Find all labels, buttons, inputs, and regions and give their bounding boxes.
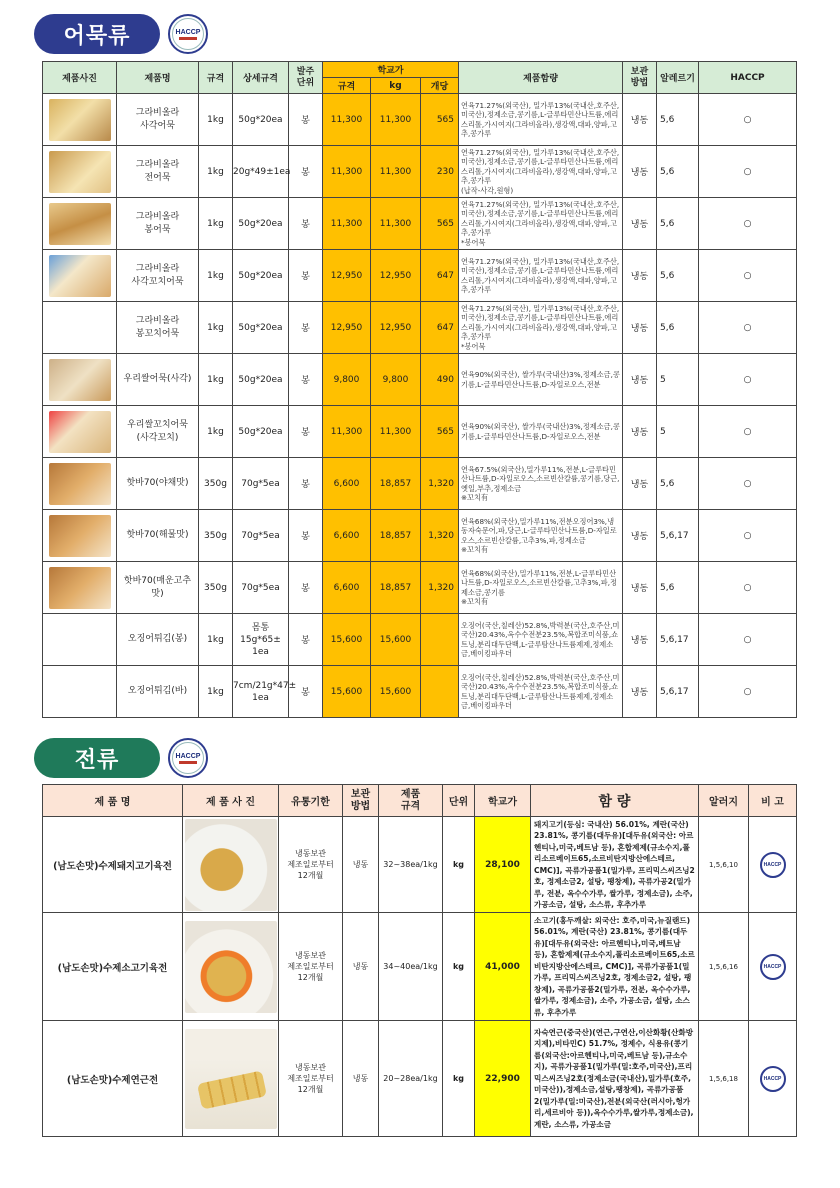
price-spec: 11,300: [323, 406, 371, 458]
photo-cell: [43, 250, 117, 302]
product-name: 그라비올라 전어묵: [117, 146, 199, 198]
product-name: 그라비올라 봉어묵: [117, 198, 199, 250]
unit: kg: [443, 1021, 475, 1137]
price-spec: 6,600: [323, 562, 371, 614]
storage-method: 냉동: [623, 94, 657, 146]
product-detail-spec: 50g*20ea: [233, 406, 289, 458]
table-row: [43, 198, 797, 250]
allergy: 5: [657, 354, 699, 406]
allergy: 5,6: [657, 250, 699, 302]
product-photo: [185, 921, 277, 1013]
price-each: 490: [421, 354, 459, 406]
note-cell: [749, 817, 797, 913]
school-price: 41,000: [475, 913, 531, 1021]
photo-cell: [43, 302, 117, 354]
allergy: 5,6: [657, 198, 699, 250]
product-photo: [185, 819, 277, 911]
table-row: [43, 562, 797, 614]
table-row: [43, 302, 797, 354]
school-price: 22,900: [475, 1021, 531, 1137]
price-kg: 18,857: [371, 510, 421, 562]
allergy: 5: [657, 406, 699, 458]
table-row: [43, 913, 797, 1021]
jeon-table: [42, 784, 797, 1137]
product-name: 오징어튀김(봉): [117, 614, 199, 666]
ingredients: 연육68%(외국산),밀가루11%,전분,L-글루타민산나트륨,D-자일로오스,소르빈산칼륨,고추3%,파,정제소금,콩기름 ※꼬치有: [459, 562, 623, 614]
header-price-spec: 규격: [323, 78, 371, 94]
photo-cell: [183, 1021, 279, 1137]
storage-method: 냉동: [623, 614, 657, 666]
header-jeon-price: 학교가: [475, 785, 531, 817]
haccp-mark: ○: [699, 510, 797, 562]
ingredients: 연육71.27%(외국산), 밀가루13%(국내산,호주산,미국산),정제소금,콩기름,L-글루타민산나트륨,에리스리톨,가시여지(그라비올라),생강액,대파,양파,고추,콩가루: [459, 250, 623, 302]
price-kg: 9,800: [371, 354, 421, 406]
haccp-mark: ○: [699, 666, 797, 718]
product-name: 그라비올라 사각어묵: [117, 94, 199, 146]
allergy: 5,6: [657, 562, 699, 614]
ingredients: 연육68%(외국산),밀가루11%,전분오징어3%,냉동자숙문어,파,당근,L-글루타민산나트륨,D-자일로오스,소르빈산칼륨,고추3%,파,정제소금 ※꼬치有: [459, 510, 623, 562]
order-unit: 봉: [289, 250, 323, 302]
haccp-mark: ○: [699, 406, 797, 458]
product-photo: [49, 567, 111, 609]
header-jeon-storage: 보관 방법: [343, 785, 379, 817]
photo-cell: [183, 817, 279, 913]
table-row: [43, 94, 797, 146]
haccp-badge-icon: HACCP: [760, 852, 786, 878]
order-unit: 봉: [289, 666, 323, 718]
allergy: 1,5,6,16: [699, 913, 749, 1021]
table-row: [43, 666, 797, 718]
haccp-mark: ○: [699, 198, 797, 250]
product-detail-spec: 70g*5ea: [233, 510, 289, 562]
product-name: 우리쌀어묵(사각): [117, 354, 199, 406]
product-spec: 1kg: [199, 302, 233, 354]
unit: kg: [443, 913, 475, 1021]
product-photo: [49, 203, 111, 245]
product-detail-spec: 50g*20ea: [233, 354, 289, 406]
header-jeon-allergy: 알러지: [699, 785, 749, 817]
photo-cell: [43, 94, 117, 146]
product-detail-spec: 70g*5ea: [233, 458, 289, 510]
price-kg: 15,600: [371, 666, 421, 718]
header-allergy: 알레르기: [657, 62, 699, 94]
haccp-mark: ○: [699, 562, 797, 614]
header-detail-spec: 상세규격: [233, 62, 289, 94]
header-order-unit: 발주 단위: [289, 62, 323, 94]
storage-method: 냉동: [623, 666, 657, 718]
allergy: 5,6: [657, 146, 699, 198]
price-kg: 11,300: [371, 94, 421, 146]
price-spec: 11,300: [323, 94, 371, 146]
price-spec: 11,300: [323, 198, 371, 250]
price-each: 230: [421, 146, 459, 198]
haccp-mark: ○: [699, 94, 797, 146]
price-each: 647: [421, 302, 459, 354]
product-spec: 1kg: [199, 146, 233, 198]
photo-cell: [43, 510, 117, 562]
header-jeon-ingredients: 함 량: [531, 785, 699, 817]
allergy: 5,6: [657, 94, 699, 146]
price-each: 647: [421, 250, 459, 302]
price-kg: 11,300: [371, 198, 421, 250]
photo-cell: [43, 198, 117, 250]
storage-method: 냉동: [623, 354, 657, 406]
order-unit: 봉: [289, 94, 323, 146]
header-jeon-expiry: 유통기한: [279, 785, 343, 817]
order-unit: 봉: [289, 458, 323, 510]
storage-method: 냉동: [343, 1021, 379, 1137]
price-spec: 9,800: [323, 354, 371, 406]
ingredients: 오징어(국산,칠레산)52.8%,박력분(국산,호주산,미국산)20.43%,옥수수전분23.5%,복합조미식품,쇼트닝,분리대두단백,L-글루탐산나트륨제제,정제소금,베이킹파우더: [459, 614, 623, 666]
ingredients: 연육71.27%(외국산), 밀가루13%(국내산,호주산,미국산),정제소금,콩기름,L-글루타민산나트륨,에리스리톨,가시여지(그라비올라),생강액,대파,양파,고추,콩가루 *봉어묵: [459, 198, 623, 250]
product-detail-spec: 20g*49±1ea: [233, 146, 289, 198]
price-kg: 18,857: [371, 562, 421, 614]
header-haccp: HACCP: [699, 62, 797, 94]
allergy: 1,5,6,18: [699, 1021, 749, 1137]
header-photo: 제품사진: [43, 62, 117, 94]
expiry: 냉동보관 제조일로부터 12개월: [279, 1021, 343, 1137]
header-jeon-note: 비 고: [749, 785, 797, 817]
storage-method: 냉동: [623, 458, 657, 510]
price-each: 565: [421, 406, 459, 458]
product-detail-spec: 50g*20ea: [233, 250, 289, 302]
storage-method: 냉동: [623, 302, 657, 354]
product-name: 핫바70(해물맛): [117, 510, 199, 562]
allergy: 5,6: [657, 458, 699, 510]
table-row: [43, 250, 797, 302]
price-each: 565: [421, 94, 459, 146]
header-jeon-unit: 단위: [443, 785, 475, 817]
haccp-mark: ○: [699, 250, 797, 302]
product-name: (남도손맛)수제연근전: [43, 1021, 183, 1137]
price-spec: 15,600: [323, 666, 371, 718]
product-photo: [49, 411, 111, 453]
header-jeon-spec: 제품 규격: [379, 785, 443, 817]
section-title-fish-cake: 어묵류: [34, 14, 160, 54]
haccp-mark: ○: [699, 614, 797, 666]
product-spec: 1kg: [199, 94, 233, 146]
product-detail-spec: 50g*20ea: [233, 198, 289, 250]
product-detail-spec: 50g*20ea: [233, 302, 289, 354]
header-storage: 보관 방법: [623, 62, 657, 94]
ingredients: 연육67.5%(외국산),밀가루11%,전분,L-글루타민산나트륨,D-자일로오스,소르빈산칼륨,콩기름,당근,옛일,부추,정제소금 ※꼬치有: [459, 458, 623, 510]
header-jeon-photo: 제 품 사 진: [183, 785, 279, 817]
ingredients: 자숙연근(중국산)(연근,구연산,이산화황(산화방지제),비타민C) 51.7%, 정제수, 식용유(콩기름(외국산:아르헨티나,미국,베트남 등),규소수지), 곡류가공품1(밀가루(밀:호주,미국산),프리믹스씨즈닝2호(정제소금(국내산),밀가루(호주,미국산)),정제소금,설탕,팽창제), 곡류가공품2(밀가루(밀:미국산),전분(외국산(러시아,헝가리,세르비아 등)),옥수수가루,쌀가루,정제소금), 계란, 소스류, 가공소금: [531, 1021, 699, 1137]
storage-method: 냉동: [623, 562, 657, 614]
product-photo: [49, 151, 111, 193]
table-row: [43, 1021, 797, 1137]
price-each: [421, 614, 459, 666]
product-spec: 1kg: [199, 250, 233, 302]
product-photo: [49, 515, 111, 557]
price-kg: 12,950: [371, 250, 421, 302]
haccp-mark: ○: [699, 458, 797, 510]
ingredients: 연육71.27%(외국산), 밀가루13%(국내산,호주산,미국산),정제소금,콩기름,L-글루타민산나트륨,에리스리톨,가시여지(그라비올라),생강액,대파,양파,고추,콩가루: [459, 94, 623, 146]
storage-method: 냉동: [343, 913, 379, 1021]
header-name: 제품명: [117, 62, 199, 94]
ingredients: 소고기(홍두깨살: 외국산: 호주,미국,뉴질랜드) 56.01%, 계란(국산) 23.81%, 콩기름(대두유)[대두유(외국산: 아르헨티나,미국,베트남 등), 혼합제제(규소수지,폴리소르베이트65,소르비탄지방산에스테르, CMC)], 곡류가공품1(밀가루, 프리믹스씨즈닝2호, 정제소금2, 설탕, 팽창제), 곡류가공품2(밀가루, 전분, 옥수수가루, 쌀가루, 정제소금), 소주, 가공소금, 설탕, 소스류, 후추가루: [531, 913, 699, 1021]
order-unit: 봉: [289, 562, 323, 614]
table-row: [43, 354, 797, 406]
allergy: 5,6,17: [657, 614, 699, 666]
storage-method: 냉동: [623, 510, 657, 562]
haccp-badge-icon: HACCP: [168, 738, 208, 778]
price-spec: 6,600: [323, 510, 371, 562]
product-spec: 34~40ea/1kg: [379, 913, 443, 1021]
product-name: 우리쌀꼬치어묵 (사각꼬치): [117, 406, 199, 458]
photo-cell: [43, 458, 117, 510]
allergy: 5,6,17: [657, 510, 699, 562]
storage-method: 냉동: [343, 817, 379, 913]
price-kg: 11,300: [371, 146, 421, 198]
product-spec: 1kg: [199, 198, 233, 250]
photo-cell: [43, 614, 117, 666]
ingredients: 연육71.27%(외국산), 밀가루13%(국내산,호주산,미국산),정제소금,콩기름,L-글루타민산나트륨,에리스리톨,가시여지(그라비올라),생강액,대파,양파,고추,콩가루 (납작-사각,원형): [459, 146, 623, 198]
expiry: 냉동보관 제조일로부터 12개월: [279, 913, 343, 1021]
haccp-badge-icon: HACCP: [168, 14, 208, 54]
header-school-price: 학교가: [323, 62, 459, 78]
product-spec: 350g: [199, 562, 233, 614]
expiry: 냉동보관 제조일로부터 12개월: [279, 817, 343, 913]
product-name: (남도손맛)수제돼지고기육전: [43, 817, 183, 913]
haccp-badge-icon: HACCP: [760, 954, 786, 980]
ingredients: 연육90%(외국산), 쌀가루(국내산)3%,정제소금,콩기름,L-글루타민산나트륨,D-자일로오스,전분: [459, 354, 623, 406]
order-unit: 봉: [289, 406, 323, 458]
price-spec: 11,300: [323, 146, 371, 198]
haccp-mark: ○: [699, 354, 797, 406]
table-row: [43, 510, 797, 562]
unit: kg: [443, 817, 475, 913]
header-price-each: 개당: [421, 78, 459, 94]
order-unit: 봉: [289, 354, 323, 406]
product-detail-spec: 50g*20ea: [233, 94, 289, 146]
allergy: 5,6,17: [657, 666, 699, 718]
price-kg: 12,950: [371, 302, 421, 354]
price-each: [421, 666, 459, 718]
storage-method: 냉동: [623, 250, 657, 302]
table-row: [43, 817, 797, 913]
product-spec: 350g: [199, 510, 233, 562]
ingredients: 오징어(국산,칠레산)52.8%,박력분(국산,호주산,미국산)20.43%,옥수수전분23.5%,복합조미식품,쇼트닝,분리대두단백,L-글루탐산나트륨제제,정제소금,베이킹파우더: [459, 666, 623, 718]
price-spec: 12,950: [323, 250, 371, 302]
product-detail-spec: 몸통15g*65± 1ea: [233, 614, 289, 666]
section-title-jeon: 전류: [34, 738, 160, 778]
ingredients: 연육90%(외국산), 쌀가루(국내산)3%,정제소금,콩기름,L-글루타민산나트륨,D-자일로오스,전분: [459, 406, 623, 458]
product-name: 핫바70(매운고추 맛): [117, 562, 199, 614]
price-spec: 6,600: [323, 458, 371, 510]
product-spec: 20~28ea/1kg: [379, 1021, 443, 1137]
photo-cell: [43, 562, 117, 614]
product-photo: [49, 359, 111, 401]
photo-cell: [43, 146, 117, 198]
product-spec: 1kg: [199, 354, 233, 406]
price-each: 1,320: [421, 562, 459, 614]
product-name: 그라비올라 사각꼬치어묵: [117, 250, 199, 302]
product-spec: 32~38ea/1kg: [379, 817, 443, 913]
product-name: (남도손맛)수제소고기육전: [43, 913, 183, 1021]
price-each: 1,320: [421, 458, 459, 510]
haccp-mark: ○: [699, 146, 797, 198]
photo-cell: [183, 913, 279, 1021]
price-spec: 12,950: [323, 302, 371, 354]
product-spec: 1kg: [199, 614, 233, 666]
note-cell: [749, 1021, 797, 1137]
product-name: 그라비올라 봉꼬치어묵: [117, 302, 199, 354]
price-kg: 15,600: [371, 614, 421, 666]
order-unit: 봉: [289, 302, 323, 354]
product-photo: [185, 1029, 277, 1129]
header-spec: 규격: [199, 62, 233, 94]
product-photo: [49, 463, 111, 505]
note-cell: [749, 913, 797, 1021]
header-ingredients: 제품함량: [459, 62, 623, 94]
fish-cake-table: [42, 61, 797, 718]
header-price-kg: kg: [371, 78, 421, 94]
table-row: [43, 406, 797, 458]
product-detail-spec: 7cm/21g*47± 1ea: [233, 666, 289, 718]
product-photo: [49, 255, 111, 297]
price-kg: 18,857: [371, 458, 421, 510]
product-spec: 1kg: [199, 666, 233, 718]
table-row: [43, 614, 797, 666]
product-spec: 350g: [199, 458, 233, 510]
price-each: 565: [421, 198, 459, 250]
product-name: 오징어튀김(바): [117, 666, 199, 718]
price-kg: 11,300: [371, 406, 421, 458]
price-each: 1,320: [421, 510, 459, 562]
product-detail-spec: 70g*5ea: [233, 562, 289, 614]
product-photo: [49, 99, 111, 141]
allergy: 5,6: [657, 302, 699, 354]
table-row: [43, 458, 797, 510]
school-price: 28,100: [475, 817, 531, 913]
product-name: 핫바70(야채맛): [117, 458, 199, 510]
product-spec: 1kg: [199, 406, 233, 458]
header-jeon-name: 제 품 명: [43, 785, 183, 817]
haccp-mark: ○: [699, 302, 797, 354]
table-row: [43, 146, 797, 198]
photo-cell: [43, 666, 117, 718]
ingredients: 연육71.27%(외국산), 밀가루13%(국내산,호주산,미국산),정제소금,콩기름,L-글루타민산나트륨,에리스리톨,가시여지(그라비올라),생강액,대파,양파,고추,콩가루 *봉어묵: [459, 302, 623, 354]
storage-method: 냉동: [623, 146, 657, 198]
order-unit: 봉: [289, 614, 323, 666]
photo-cell: [43, 354, 117, 406]
storage-method: 냉동: [623, 406, 657, 458]
allergy: 1,5,6,10: [699, 817, 749, 913]
ingredients: 돼지고기(등심: 국내산) 56.01%, 계란(국산) 23.81%, 콩기름(대두유)[대두유(외국산: 아르헨티나,미국,베트남 등), 혼합제제(규소수지,폴리소르베이트65,소르비탄지방산에스테르, CMC)], 곡류가공품1(밀가루, 프리믹스씨즈닝2호, 정제소금2, 설탕, 팽창제), 곡류가공2(밀가루, 전분, 옥수수가루, 쌀가루, 정제소금), 소주, 가공소금, 설탕, 소스류, 후추가루: [531, 817, 699, 913]
order-unit: 봉: [289, 198, 323, 250]
haccp-badge-icon: HACCP: [760, 1066, 786, 1092]
order-unit: 봉: [289, 510, 323, 562]
price-spec: 15,600: [323, 614, 371, 666]
order-unit: 봉: [289, 146, 323, 198]
photo-cell: [43, 406, 117, 458]
storage-method: 냉동: [623, 198, 657, 250]
